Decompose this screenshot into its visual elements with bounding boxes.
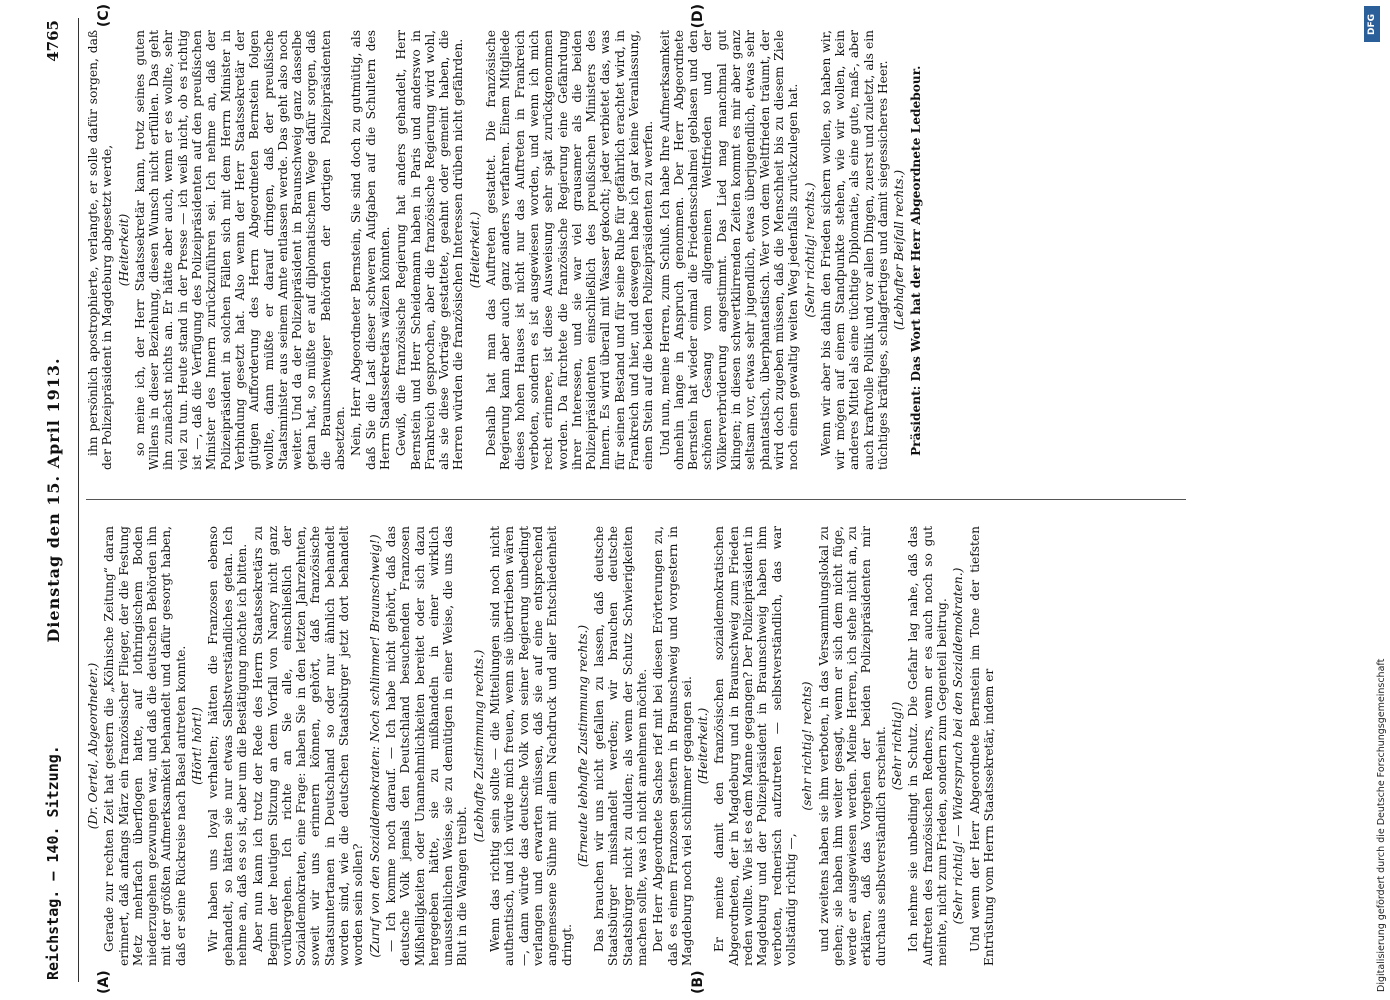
running-header-date: Dienstag den 15. April 1913. <box>44 357 63 643</box>
paragraph: (Sehr richtig!) <box>890 701 905 791</box>
paragraph: (Lebhafter Beifall rechts.) <box>892 169 907 331</box>
paragraph: — Ich komme noch darauf. — Ich habe nicht gehört, daß das deutsche Volk jemals den Deutschland besuchenden Franzosen Mißhelligkeiten oder Unannehmlichkeiten bereitet oder sich dazu hergegeben hätte, sie zu mißhandeln in einer wirklich unausstehlichen Weise, sie zu demütigen in einer Weise, die uns das Blut in die Wangen treibt. <box>383 526 470 966</box>
dfg-logo: DFG <box>1364 6 1380 42</box>
header-rule <box>78 18 79 982</box>
paragraph: (Lebhafte Zustimmung rechts.) <box>471 649 486 843</box>
left-text-column <box>86 526 1294 966</box>
paragraph: Deshalb hat man das Auftreten gestattet. Die französische Regierung kann aber auch ganz anders verfahren. Einem Mitgliede dieses hohen Hauses ist nicht nur das Auftreten in Frankreich verboten, sondern es ist ausgewiesen worden, und wenn ich mich recht erinnere, ist diese Ausweisung sehr spät zurückgenommen worden. Da fürchtete die französische Regierung eine Gefährdung ihrer Interessen, und sie war viel grausamer als die beiden Polizeipräsidenten einschließlich des preußischen Ministers des Innern. Es wird überall mit Wasser gekocht; jeder verbietet das, was für seinen Bestand und für seine Ruhe für gefährlich erachtet wird, in Frankreich und hier, und deswegen habe ich gar keine Veranlassung, einen Stein auf die beiden Polizeipräsidenten zu werfen. <box>484 30 656 470</box>
digitization-attribution <box>1372 12 1390 992</box>
paragraph: Präsident: Das Wort hat der Herr Abgeordnete Ledebour. <box>908 65 923 456</box>
page-number: 4765 <box>44 20 62 62</box>
paragraph: (Heiterkeit.) <box>696 707 711 785</box>
paragraph: (sehr richtig! rechts) <box>800 681 815 811</box>
paragraph: (Zuruf von den Sozialdemokraten: Noch schlimmer! Braunschweig!) <box>367 534 382 958</box>
paragraph: Das brauchen wir uns nicht gefallen zu lassen, daß deutsche Staatsbürger misshandelt werden; wir brauchen deutsche Staatsbürger nicht zu dulden; als wenn der Schutz Schwierigkeiten machen sollte, was ich nicht annehmen möchte. <box>592 526 649 966</box>
paragraph: und zweitens haben sie ihm verboten, in das Versammlungslokal zu gehen; sie haben ihm weiter gesagt, wenn er sich dem nicht füge, werde er ausgewiesen werden. Meine Herren, ich stehe nicht an, zu erklären, daß das Vorgehen der beiden Polizeipräsidenten mir durchaus selbstverständlich erscheint. <box>816 526 888 966</box>
margin-mark-d: (D) <box>690 4 706 29</box>
paragraph: Und wenn der Herr Abgeordnete Bernstein im Tone der tiefsten Entrüstung vom Herrn Staatssekretär, indem er <box>967 526 996 966</box>
paragraph: (Dr. Oertel, Abgeordneter.) <box>86 662 100 830</box>
paragraph: (Sehr richtig! rechts.) <box>802 182 817 318</box>
margin-mark-b: (B) <box>690 970 706 994</box>
paragraph: (Erneute lebhafte Zustimmung rechts.) <box>575 624 590 868</box>
margin-mark-c: (C) <box>96 4 112 28</box>
paragraph: so meine ich, der Herr Staatssekretär kann, trotz seines guten Willens in dieser Beziehung, diesen Wunsch nicht erfüllen. Das geht ihn zunächst nichts an. Er hätte aber auch, wenn er es wollte, sehr viel zu tun. Heute stand in der Presse — ich weiß nicht, ob es richtig ist —, daß die Verfügung des Polizeipräsidenten auf den preußischen Minister des Innern zurückzuführen sei. Ich nehme an, daß der Polizeipräsident in solchen Fällen sich mit dem Herrn Minister in Verbindung gesetzt hat. Also wenn der Herr Staatssekretär der gütigen Aufforderung des Herrn Abgeordneten Bernstein folgen wollte, dann müßte er darauf dringen, daß der preußische Staatsminister aus seinem Amte entlassen werde. Das geht also noch weiter. Und da der Polizeipräsident in Braunschweig ganz dasselbe getan hat, so müßte er auf diplomatischem Wege dafür sorgen, daß die Braunschweiger Behörden der dortigen Polizeipräsidenten absetzten. <box>132 30 348 470</box>
paragraph: Und nun, meine Herren, zum Schluß. Ich habe Ihre Aufmerksamkeit ohnehin lange in Anspruch genommen. Der Herr Abgeordnete Bernstein hat wieder einmal die Friedensschalmei geblasen und den schönen Gesang vom allgemeinen Weltfrieden und der Völkerverbrüderung angestimmt. Das Lied mag manchmal gut klingen; in diesen schwertklirrenden Zeiten kommt es mir aber ganz seltsam vor, etwas sehr jugendlich, etwas überjugendlich, etwas sehr phantastisch, überphantastisch. Wer von dem Weltfrieden träumt, der wird doch zugeben müssen, daß die Menschheit bis zu diesem Ziele noch einen gewaltig weiten Weg jedenfalls zurückzulegen hat. <box>657 30 801 470</box>
paragraph: Der Herr Abgeordnete Sachse rief mit bei diesen Erörterungen zu, daß es einem Franzosen gestern in Braunschweig und vorgestern in Magdeburg noch viel schlimmer gegangen sei. <box>651 526 694 966</box>
margin-mark-a: (A) <box>96 970 112 994</box>
paragraph: Gewiß, die französische Regierung hat anders gehandelt, Herr Bernstein und Herr Scheidemann haben in Paris und anderswo in Frankreich gesprochen, aber die französische Regierung wird wohl, als sie diese Vorträge gestattete, geahnt oder gemeint haben, die Herren würden die französischen Interessen drüben nicht gefährden. <box>394 30 466 470</box>
paragraph: Er meinte damit den französischen sozialdemokratischen Abgeordneten, der in Magdeburg und in Braunschweig zum Frieden reden wollte. Wie ist es dem Manne gegangen? Der Polizeipräsident in Magdeburg und der Polizeipräsident in Braunschweig haben ihm verboten, rednerisch aufzutreten — selbstverständlich, das war vollständig richtig —, <box>712 526 798 966</box>
paragraph: (Sehr richtig! — Widerspruch bei den Sozialdemokraten.) <box>951 567 966 925</box>
paragraph: Gerade zur rechten Zeit hat gestern die „Kölnische Zeitung“ daran erinnert, daß anfangs März ein französischer Flieger, der die Festung Metz mehrfach überflogen hatte, auf lothringischem Boden niederzugehen gezwungen war, und daß die deutschen Behörden ihn mit der größten Aufmerksamkeit behandelt und dafür gesorgt haben, daß er seine Rückreise nach Basel antreten konnte. <box>102 526 188 966</box>
paragraph: Wenn wir aber bis dahin den Frieden sichern wollen, so haben wir, wir mögen auf einem Standpunkte stehen, wie wir wollen, kein anderes Mittel als eine tüchtige Diplomatie, als eine gute, maß-, aber auch kraftvolle Politik und vor allen Dingen, zuerst und zuletzt, als ein tüchtiges kräftiges, schlagfertiges und damit siegessicheres Heer. <box>818 30 891 470</box>
paragraph: (Heiterkeit.) <box>467 211 482 289</box>
column-divider <box>86 499 1186 500</box>
paragraph: Ich nehme sie unbedingt in Schutz. Die Gefahr lag nahe, daß das Auftreten des französischen Redners, wenn er es auch noch so gut meinte, nicht zum Frieden, sondern zum Gegenteil beitrug. <box>906 526 949 966</box>
paragraph: Wir haben uns loyal verhalten; hätten die Franzosen ebenso gehandelt, so hätten sie nur etwas Selbstverständliches getan. Ich nehme an, daß es so ist, aber um die Bestätigung möchte ich bitten. <box>206 526 249 966</box>
right-text-column <box>86 30 1294 470</box>
paragraph: Nein, Herr Abgeordneter Bernstein, Sie sind doch zu gutmütig, als daß Sie die Last dieser schweren Aufgaben auf die Schultern des Herrn Staatssekretärs wälzen könnten. <box>349 30 392 470</box>
running-header-left: Reichstag. — 140. Sitzung. <box>44 745 62 980</box>
paragraph: (Heiterkeit) <box>116 213 131 287</box>
paragraph: Aber nun kann ich trotz der Rede des Herrn Staatssekretärs zu Beginn der heutigen Sitzung an dem Vorfall von Nancy nicht ganz vorübergehen. Ich richte an Sie alle, einschließlich der Sozialdemokraten, eine Frage: haben Sie in den letzten Jahrzehnten, soweit wir uns erinnern können, gehört, daß französische Staatsuntertanen in Deutschland so oder nur ähnlich behandelt worden sind, wie die deutschen Staatsbürger jetzt dort behandelt worden sein sollen? <box>251 526 366 966</box>
paragraph: ihn persönlich apostrophierte, verlangte, er solle dafür sorgen, daß der Polizeipräsident in Magdeburg abgesetzt werde, <box>86 30 115 470</box>
paragraph: Wenn das richtig sein sollte — die Mitteilungen sind noch nicht authentisch, und ich würde mich freuen, wenn sie übertrieben wären —, dann würde das deutsche Volk von seiner Regierung unbedingt verlangen und erwarten müssen, daß sie auf eine entsprechend angemessene Sühne mit allem Nachdruck und aller Entschiedenheit dringt. <box>488 526 574 966</box>
paragraph: (Hört! hört!) <box>190 707 205 785</box>
attribution-text: Digitalisierung gefördert durch die Deutsche Forschungsgemeinschaft <box>1375 658 1387 992</box>
